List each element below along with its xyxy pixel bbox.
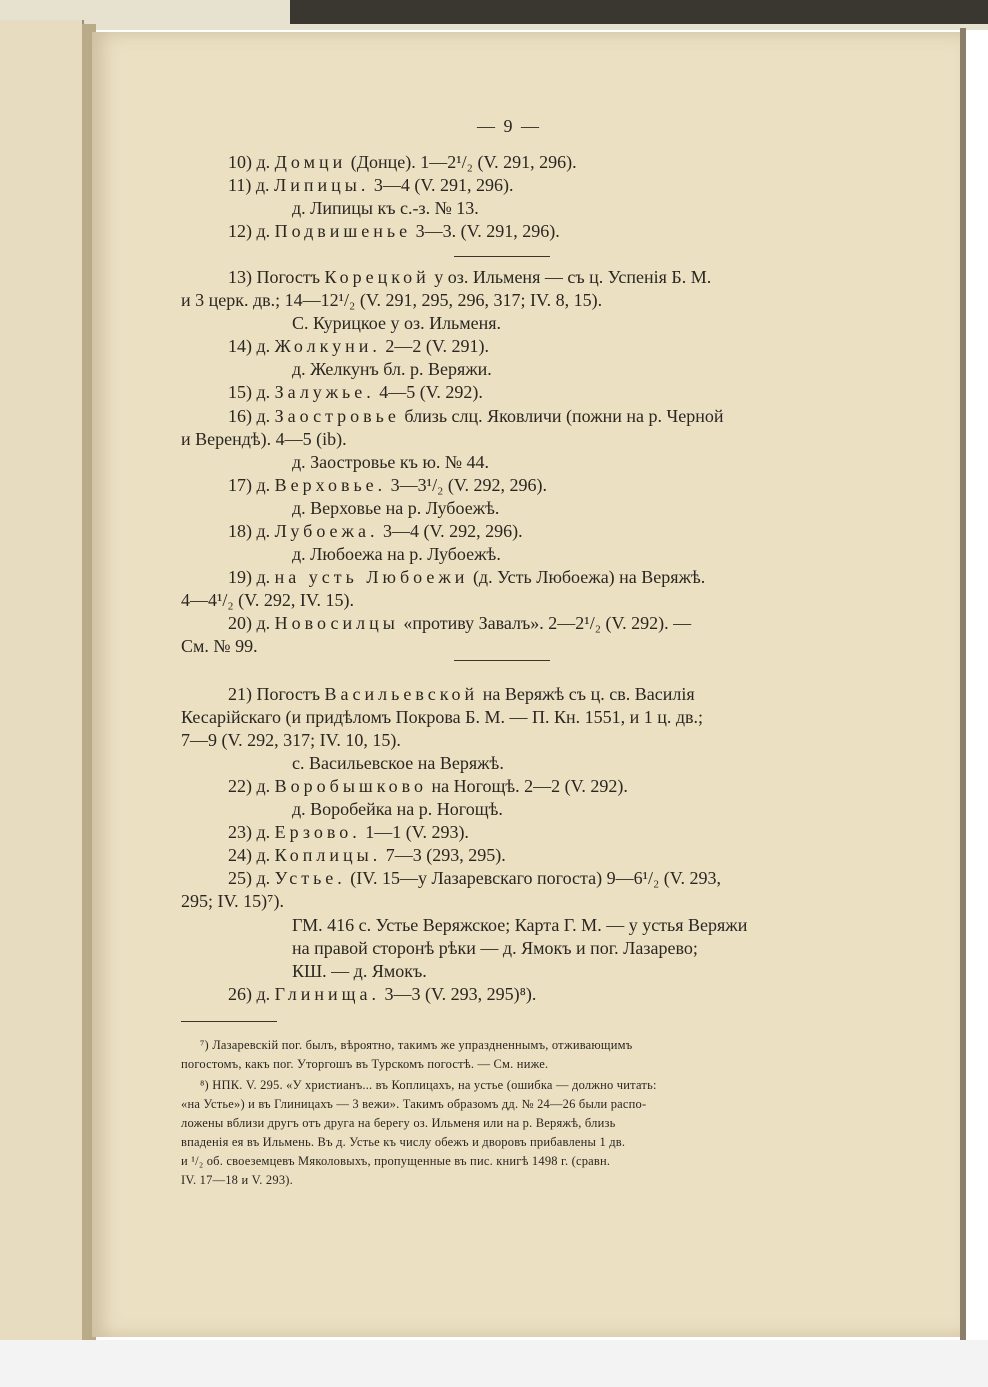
page-right-edge [960,28,966,1342]
entry-line [228,612,691,634]
entry-number: 18) д. [228,521,271,541]
entry-details: на Ногощѣ. 2—2 (V. 292). [426,776,628,796]
place-name: Устье. [274,868,346,888]
footnote-line: IV. 17—18 и V. 293). [181,1173,293,1187]
place-name: Коплицы. [274,845,382,865]
entry-line [228,151,577,173]
place-name: Глинища. [274,984,380,1004]
place-name: Воробышково [274,776,427,796]
entry-number: 10) д. [228,152,271,172]
entry-number: 15) д. [228,382,271,402]
scan-background [0,1340,988,1387]
entry-line [228,844,506,866]
entry-details: близь слц. Яковличи (пожни на р. Черной [399,406,724,426]
entry-prefix: Погостъ [256,267,321,287]
entry-line [228,867,721,889]
entry-note: на правой сторонѣ рѣки — д. Ямокъ и пог. Лазарево; [292,938,698,958]
footnote-line: и ¹/₂ об. своеземцевъ Мяколовыхъ, пропущенные въ пис. книгѣ 1498 г. (сравн. [181,1154,611,1168]
entry-line [228,474,547,496]
entry-number: 11) д. [228,175,270,195]
entry-note: д. Заостровье къ ю. № 44. [292,452,490,472]
entry-details: 7—3 (293, 295). [381,845,506,865]
entry-details: (д. Усть Любоежа) на Веряжѣ. [468,567,706,587]
entry-note: д. Желкунъ бл. р. Веряжи. [292,359,492,379]
entry-number: 16) д. [228,406,271,426]
place-name: Подвишенье [274,221,412,241]
entry-number: 19) д. [228,567,271,587]
entry-number: 26) д. [228,984,271,1004]
entry-continuation: 4—4¹/₂ (V. 292, IV. 15). [181,590,355,610]
entry-details: 4—5 (V. 292). [374,382,483,402]
entry-line [228,775,628,797]
entry-note: д. Воробейка на р. Ногощѣ. [292,799,503,819]
entry-number: 25) д. [228,868,271,888]
entry-line [228,821,469,843]
section-divider [454,660,550,661]
section-divider [454,256,550,257]
left-page-edge [0,20,84,1340]
entry-details: 3—4 (V. 291, 296). [369,175,514,195]
entry-line [228,683,695,705]
entry-line [228,520,523,542]
footnote-divider [181,1021,277,1022]
entry-line [228,566,705,588]
entry-continuation: и Верендѣ). 4—5 (ib). [181,429,347,449]
entry-number: 14) д. [228,336,271,356]
entry-line [228,335,489,357]
entry-line [228,405,724,427]
place-name: Жолкуни. [274,336,381,356]
entry-line [228,983,536,1005]
entry-number: 12) д. [228,221,271,241]
footnote-line: впаденія ея въ Ильмень. Въ д. Устье къ числу обежъ и дворовъ прибавлены 1 дв. [181,1135,626,1149]
entry-continuation: Кесарійскаго (и придѣломъ Покрова Б. М. — П. Кн. 1551, и 1 ц. дв.; [181,707,704,727]
place-name: Корецкой [324,267,430,287]
place-name: Заостровье [274,406,400,426]
entry-number: 23) д. [228,822,271,842]
page-number: — 9 — [477,116,541,136]
place-name: Верховье. [274,475,387,495]
entry-details: (Донце). 1—2¹/₂ (V. 291, 296). [346,152,577,172]
entry-note: д. Любоежа на р. Лубоежѣ. [292,544,501,564]
entry-note: С. Курицкое у оз. Ильменя. [292,313,502,333]
entry-number: 21) [228,684,252,704]
entry-details: 3—3. (V. 291, 296). [411,221,560,241]
entry-note: КШ. — д. Ямокъ. [292,961,427,981]
entry-details: 3—3 (V. 293, 295)⁸). [379,984,537,1004]
entry-note: с. Васильевское на Веряжѣ. [292,753,504,773]
footnote-line: «на Устье») и въ Глиницахъ — 3 вежи». Такимъ образомъ дд. № 24—26 были распо- [181,1097,647,1111]
entry-details: 2—2 (V. 291). [380,336,490,356]
entry-line [228,266,711,288]
entry-details: 1—1 (V. 293). [360,822,469,842]
footnote-line: ⁸) НПК. V. 295. «У христианъ... въ Коплицахъ, на устье (ошибка — должно читать: [200,1078,657,1092]
footnote-line: ⁷) Лазаревскій пог. былъ, вѣроятно, такимъ же упраздненнымъ, отживающимъ [200,1038,633,1052]
place-name: Домци [274,152,347,172]
place-name: Липицы. [273,175,370,195]
entry-line [228,220,560,242]
place-name: Новосилцы [274,613,399,633]
entry-number: 22) д. [228,776,271,796]
place-name: Ерзово. [274,822,361,842]
place-name: Васильевской [324,684,479,704]
place-name: Лубоежа. [274,521,379,541]
entry-continuation: 295; IV. 15)⁷). [181,891,284,911]
entry-note: д. Липицы къ с.-з. № 13. [292,198,479,218]
entry-details: «противу Завалъ». 2—2¹/₂ (V. 292). — [398,613,692,633]
entry-details: 3—3¹/₂ (V. 292, 296). [386,475,548,495]
footnote-line: ложены вблизи другъ отъ друга на берегу оз. Ильменя или на р. Веряжѣ, близь [181,1116,616,1130]
entry-continuation: См. № 99. [181,636,258,656]
entry-details: (IV. 15—у Лазаревскаго погоста) 9—6¹/₂ (V. 293, [345,868,721,888]
entry-details: на Веряжѣ съ ц. св. Василія [478,684,695,704]
entry-number: 17) д. [228,475,271,495]
entry-number: 20) д. [228,613,271,633]
entry-continuation: и 3 церк. дв.; 14—12¹/₂ (V. 291, 295, 296, 317; IV. 8, 15). [181,290,603,310]
entry-details: у оз. Ильменя — съ ц. Успенія Б. М. [429,267,712,287]
entry-note: ГМ. 416 с. Устье Веряжское; Карта Г. М. — у устья Веряжи [292,915,748,935]
book-cover-edge [290,0,988,24]
place-name: Залужье. [274,382,375,402]
entry-continuation: 7—9 (V. 292, 317; IV. 10, 15). [181,730,401,750]
entry-prefix: Погостъ [256,684,321,704]
entry-number: 24) д. [228,845,271,865]
entry-number: 13) [228,267,252,287]
footnote-line: погостомъ, какъ пог. Уторгошъ въ Турскомъ погостѣ. — См. ниже. [181,1057,549,1071]
entry-note: д. Верховье на р. Лубоежѣ. [292,498,500,518]
entry-line [228,381,483,403]
place-name: на усть Любоежи [274,567,469,587]
entry-details: 3—4 (V. 292, 296). [378,521,523,541]
entry-line [228,174,514,196]
